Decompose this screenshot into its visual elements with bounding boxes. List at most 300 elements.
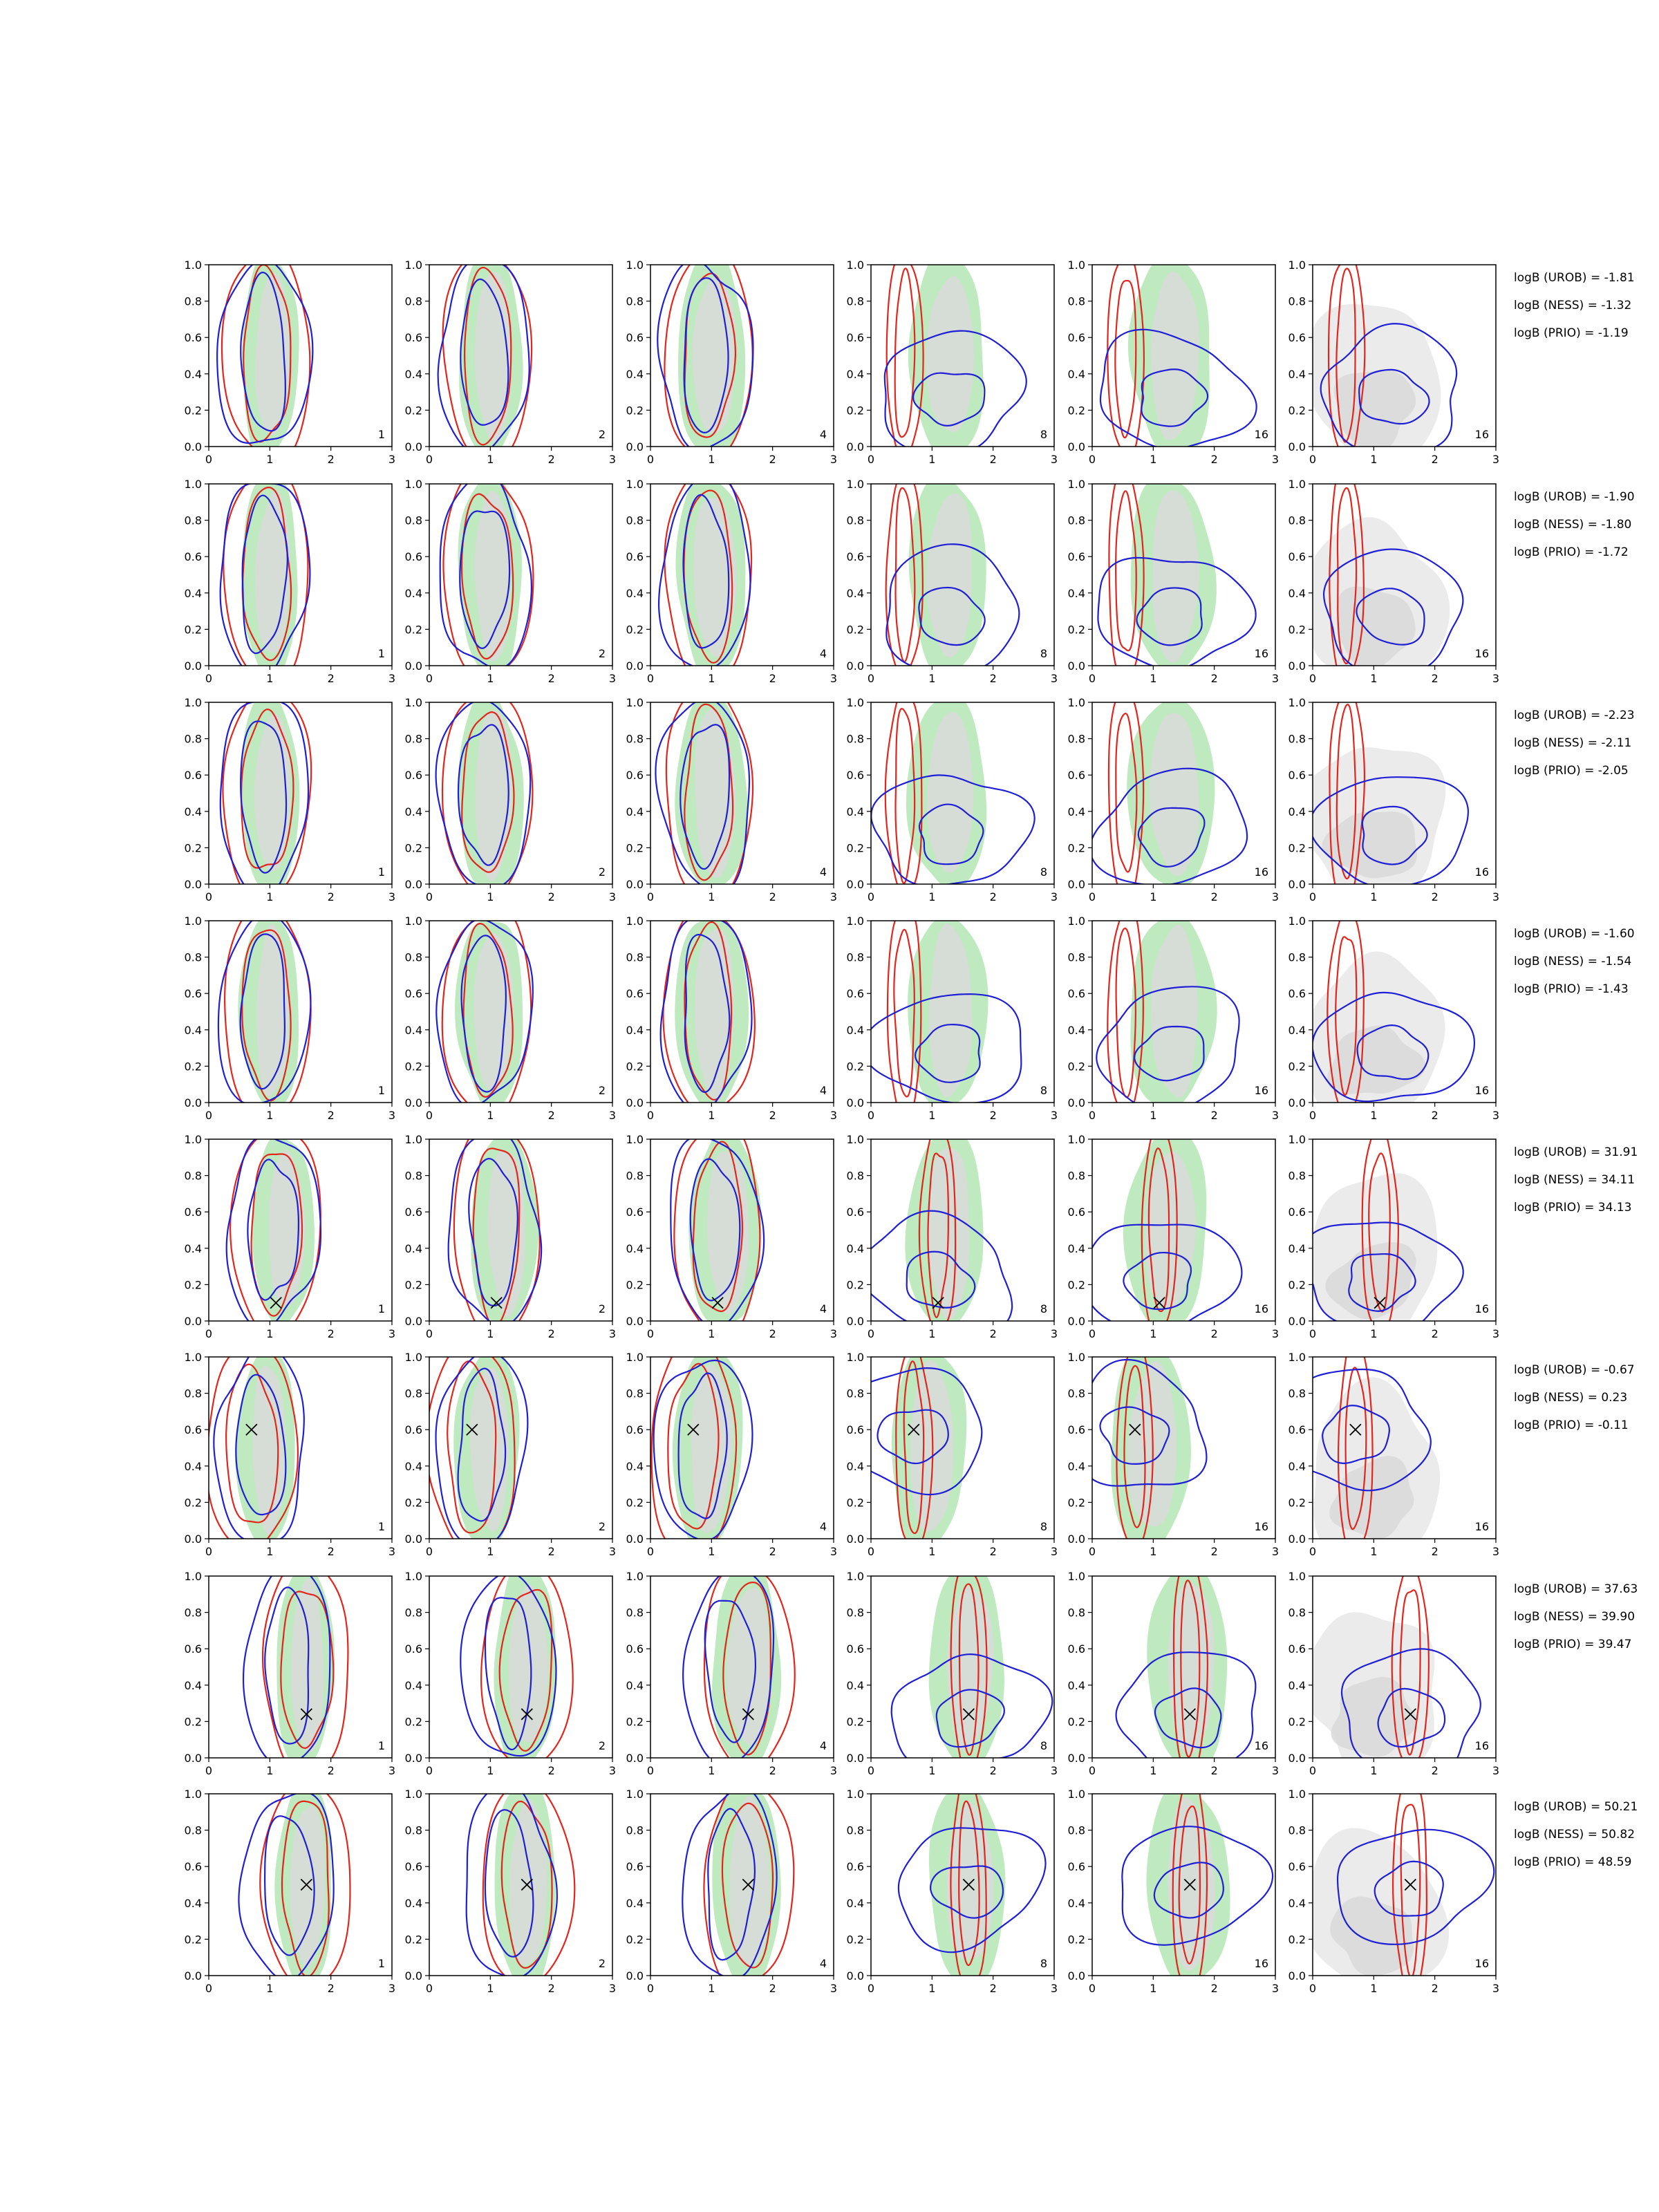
y-tick-label: 1.0: [404, 1133, 422, 1146]
contour-group: [871, 690, 1034, 894]
y-tick-label: 0.6: [1288, 769, 1306, 782]
y-tick-label: 0.6: [846, 1642, 864, 1656]
y-tick-label: 0.6: [1067, 550, 1085, 564]
y-tick-label: 0.2: [404, 623, 422, 637]
y-tick-label: 0.2: [846, 1278, 864, 1292]
x-tick-label: 2: [327, 1109, 335, 1122]
x-tick-label: 1: [266, 1109, 274, 1122]
x-tick-label: 0: [205, 453, 213, 466]
y-tick-label: 0.0: [1067, 878, 1085, 891]
x-tick-label: 1: [1370, 1545, 1378, 1558]
x-tick-label: 0: [205, 1327, 213, 1340]
x-tick-label: 1: [266, 1327, 274, 1340]
x-tick-label: 2: [547, 1982, 555, 1995]
subplot-r5-c5: [1068, 1123, 1280, 1340]
y-tick-label: 0.4: [404, 1023, 422, 1037]
subplot-r7-c3: [626, 1559, 838, 1777]
y-tick-label: 0.6: [1067, 987, 1085, 1001]
x-tick-label: 1: [708, 1327, 715, 1340]
contour-group: [436, 905, 533, 1118]
contour-group: [1122, 1771, 1273, 1990]
subplot-r8-c2: [405, 1781, 617, 1995]
panel-label: 8: [1040, 428, 1047, 441]
x-tick-label: 1: [928, 1545, 936, 1558]
subplot-r6-c2: [405, 1343, 617, 1558]
subplot-r6-c4: [842, 1343, 1058, 1558]
y-tick-label: 0.6: [1288, 1642, 1306, 1656]
y-tick-label: 0.0: [404, 1096, 422, 1109]
x-tick-label: 1: [928, 672, 936, 685]
y-tick-label: 1.0: [1067, 259, 1085, 272]
panel-label: 2: [598, 865, 606, 879]
y-tick-label: 1.0: [1288, 259, 1306, 272]
y-tick-label: 0.8: [1288, 294, 1306, 308]
x-tick-label: 1: [708, 1982, 715, 1995]
x-tick-label: 3: [1492, 1545, 1500, 1558]
x-tick-label: 0: [646, 672, 655, 685]
panel-label: 2: [598, 428, 606, 441]
y-tick-label: 1.0: [626, 1351, 644, 1364]
x-tick-label: 3: [1492, 453, 1500, 466]
x-tick-label: 3: [1271, 1327, 1280, 1340]
x-tick-label: 2: [989, 1764, 997, 1777]
subplot-r2-c1: [185, 464, 396, 686]
subplot-r8-c6: [1288, 1779, 1500, 1999]
y-tick-label: 0.2: [404, 1496, 422, 1510]
x-tick-label: 1: [1370, 1327, 1378, 1340]
x-tick-label: 3: [1271, 1764, 1280, 1777]
subplot-r6-c3: [626, 1333, 838, 1558]
panel-label: 8: [1040, 1520, 1047, 1533]
x-tick-label: 0: [1088, 672, 1096, 685]
contour-group: [1096, 904, 1239, 1116]
panel-label: 8: [1040, 1957, 1047, 1970]
y-tick-label: 0.2: [184, 1060, 202, 1074]
y-tick-label: 0.8: [846, 950, 864, 964]
y-tick-label: 0.2: [404, 1715, 422, 1729]
x-tick-label: 3: [1271, 1545, 1280, 1558]
y-tick-label: 0.4: [1067, 1023, 1085, 1037]
panel-label: 1: [377, 428, 385, 441]
y-tick-label: 1.0: [184, 1351, 202, 1364]
logb-annotation: logB (PRIO) = 39.47: [1514, 1638, 1632, 1651]
y-tick-label: 0.4: [184, 1459, 202, 1473]
x-tick-label: 1: [1150, 1109, 1157, 1122]
y-tick-label: 0.4: [404, 586, 422, 600]
x-tick-label: 2: [989, 1109, 997, 1122]
logb-annotation: logB (UROB) = -0.67: [1514, 1363, 1635, 1377]
y-tick-label: 0.4: [1288, 1023, 1306, 1037]
y-tick-label: 0.2: [404, 1060, 422, 1074]
y-tick-label: 0.8: [626, 732, 644, 746]
y-tick-label: 0.6: [404, 769, 422, 782]
x-tick-label: 1: [266, 453, 274, 466]
y-tick-label: 1.0: [846, 1570, 864, 1583]
y-tick-label: 0.2: [626, 841, 644, 855]
y-tick-label: 0.8: [626, 514, 644, 527]
x-tick-label: 1: [266, 890, 274, 903]
x-tick-label: 3: [388, 453, 396, 466]
x-tick-label: 0: [425, 1109, 433, 1122]
logb-annotation: logB (PRIO) = -1.19: [1514, 326, 1629, 340]
panel-label: 2: [598, 1520, 606, 1533]
y-tick-label: 0.0: [626, 878, 644, 891]
x-tick-label: 0: [867, 1109, 875, 1122]
y-tick-label: 0.2: [184, 841, 202, 855]
x-tick-label: 2: [1210, 1545, 1218, 1558]
x-tick-label: 0: [1309, 1109, 1317, 1122]
x-tick-label: 3: [1050, 1545, 1058, 1558]
y-tick-label: 0.6: [846, 550, 864, 564]
contour-group: [1100, 252, 1257, 460]
subplot-r7-c5: [1068, 1558, 1280, 1778]
panel-label: 16: [1474, 1739, 1489, 1752]
contour-group: [449, 1123, 541, 1342]
y-tick-label: 0.4: [184, 1896, 202, 1910]
y-tick-label: 0.2: [1288, 1060, 1306, 1074]
panel-label: 4: [819, 647, 827, 660]
y-tick-label: 0.0: [184, 1096, 202, 1109]
x-tick-label: 3: [1050, 1109, 1058, 1122]
y-tick-label: 1.0: [184, 915, 202, 928]
y-tick-label: 0.4: [1288, 1678, 1306, 1692]
x-tick-label: 3: [1492, 1764, 1500, 1777]
y-tick-label: 0.6: [1288, 331, 1306, 345]
y-tick-label: 0.8: [846, 1824, 864, 1837]
y-tick-label: 1.0: [184, 1788, 202, 1801]
x-tick-label: 1: [487, 1109, 494, 1122]
x-tick-label: 3: [1271, 672, 1280, 685]
y-tick-label: 1.0: [626, 696, 644, 709]
x-tick-label: 3: [608, 1982, 617, 1995]
y-tick-label: 0.8: [1288, 1606, 1306, 1620]
y-tick-label: 0.0: [404, 1969, 422, 1983]
x-tick-label: 2: [1210, 1327, 1218, 1340]
subplot-r7-c2: [405, 1560, 617, 1777]
y-tick-label: 0.6: [184, 550, 202, 564]
logb-annotation: logB (PRIO) = -1.43: [1514, 982, 1629, 996]
y-tick-label: 0.0: [846, 1752, 864, 1765]
x-tick-label: 3: [1492, 1109, 1500, 1122]
panel-label: 8: [1040, 1084, 1047, 1097]
subplot-r4-c6: [1288, 908, 1500, 1122]
subplot-r7-c4: [847, 1564, 1058, 1777]
x-tick-label: 0: [867, 1764, 875, 1777]
contour-group: [436, 686, 533, 899]
y-tick-label: 0.8: [1067, 732, 1085, 746]
y-tick-label: 0.0: [1067, 1969, 1085, 1983]
y-tick-label: 0.4: [184, 1023, 202, 1037]
y-tick-label: 0.0: [1288, 659, 1306, 673]
logb-annotation: logB (PRIO) = 34.13: [1514, 1201, 1632, 1215]
panel-label: 1: [377, 865, 385, 879]
x-tick-label: 1: [1370, 890, 1378, 903]
x-tick-label: 1: [1370, 453, 1378, 466]
panel-label: 16: [1254, 1957, 1268, 1970]
y-tick-label: 0.6: [1288, 1860, 1306, 1874]
x-tick-label: 2: [1431, 890, 1438, 903]
y-tick-label: 0.2: [184, 1715, 202, 1729]
contour-group: [655, 685, 753, 902]
x-tick-label: 1: [1150, 453, 1157, 466]
panel-label: 16: [1474, 647, 1489, 660]
y-tick-label: 0.4: [626, 805, 644, 818]
y-tick-label: 1.0: [626, 915, 644, 928]
y-tick-label: 0.2: [1067, 623, 1085, 637]
x-tick-label: 1: [1370, 1764, 1378, 1777]
y-tick-label: 0.0: [404, 440, 422, 453]
y-tick-label: 0.2: [1067, 1715, 1085, 1729]
subplot-r4-c1: [185, 902, 396, 1122]
y-tick-label: 0.4: [846, 1023, 864, 1037]
y-tick-label: 1.0: [1067, 696, 1085, 709]
y-tick-label: 0.8: [846, 514, 864, 527]
y-tick-label: 0.6: [626, 769, 644, 782]
x-tick-label: 2: [769, 890, 776, 903]
y-tick-label: 0.2: [1288, 1933, 1306, 1947]
x-tick-label: 1: [487, 890, 494, 903]
y-tick-label: 0.2: [846, 841, 864, 855]
x-tick-label: 0: [1309, 672, 1317, 685]
y-tick-label: 0.2: [1288, 1496, 1306, 1510]
y-tick-label: 0.0: [1067, 1315, 1085, 1328]
x-tick-label: 3: [830, 672, 838, 685]
y-tick-label: 0.6: [846, 769, 864, 782]
y-tick-label: 0.0: [1288, 878, 1306, 891]
panel-label: 4: [819, 428, 827, 441]
y-tick-label: 0.0: [1288, 1533, 1306, 1546]
x-tick-label: 0: [1309, 1545, 1317, 1558]
subplot-r2-c4: [847, 472, 1058, 685]
y-tick-label: 0.0: [846, 1315, 864, 1328]
x-tick-label: 3: [388, 1109, 396, 1122]
x-tick-label: 3: [1271, 1982, 1280, 1995]
x-tick-label: 2: [1210, 1109, 1218, 1122]
y-tick-label: 0.6: [1288, 1206, 1306, 1219]
y-tick-label: 0.6: [626, 1206, 644, 1219]
y-tick-label: 0.8: [626, 1169, 644, 1183]
panel-label: 16: [1474, 428, 1489, 441]
x-tick-label: 2: [989, 672, 997, 685]
y-tick-label: 0.0: [1288, 1969, 1306, 1983]
y-tick-label: 0.8: [1288, 1387, 1306, 1400]
y-tick-label: 0.8: [184, 1824, 202, 1837]
y-tick-label: 1.0: [404, 1351, 422, 1364]
y-tick-label: 0.6: [1067, 1642, 1085, 1656]
y-tick-label: 0.4: [626, 1459, 644, 1473]
contour-group: [227, 1132, 321, 1338]
x-tick-label: 3: [388, 1545, 396, 1558]
y-tick-label: 0.6: [626, 987, 644, 1001]
subplot-r4-c5: [1068, 904, 1280, 1123]
contour-group: [863, 906, 1021, 1127]
x-tick-label: 3: [388, 672, 396, 685]
y-tick-label: 0.0: [404, 1315, 422, 1328]
x-tick-label: 0: [425, 890, 433, 903]
subplot-r8-c5: [1068, 1771, 1280, 1995]
contour-group: [207, 1345, 304, 1552]
x-tick-label: 3: [608, 453, 617, 466]
x-tick-label: 0: [1088, 1982, 1096, 1995]
y-tick-label: 0.4: [1067, 1241, 1085, 1255]
y-tick-label: 0.0: [184, 1752, 202, 1765]
contour-group: [657, 244, 753, 459]
y-tick-label: 1.0: [404, 478, 422, 491]
y-tick-label: 0.4: [404, 1459, 422, 1473]
x-tick-label: 0: [646, 453, 655, 466]
y-tick-label: 1.0: [1067, 1788, 1085, 1801]
y-tick-label: 0.6: [184, 331, 202, 345]
y-tick-label: 0.4: [1067, 1896, 1085, 1910]
x-tick-label: 2: [989, 453, 997, 466]
x-tick-label: 1: [928, 1109, 936, 1122]
y-tick-label: 0.0: [626, 1096, 644, 1109]
x-tick-label: 3: [388, 1327, 396, 1340]
y-tick-label: 0.0: [1067, 1533, 1085, 1546]
y-tick-label: 0.0: [626, 1315, 644, 1328]
x-tick-label: 0: [1309, 453, 1317, 466]
x-tick-label: 0: [867, 890, 875, 903]
contour-group: [440, 468, 534, 679]
y-tick-label: 0.4: [626, 1896, 644, 1910]
y-tick-label: 0.2: [626, 1715, 644, 1729]
contour-group: [1303, 1124, 1463, 1349]
y-tick-label: 0.8: [184, 1169, 202, 1183]
y-tick-label: 0.4: [404, 805, 422, 818]
x-tick-label: 2: [1431, 1327, 1438, 1340]
y-tick-label: 0.8: [846, 1169, 864, 1183]
y-tick-label: 0.0: [404, 878, 422, 891]
panel-label: 16: [1474, 1084, 1489, 1097]
subplot-r3-c5: [1068, 689, 1280, 904]
x-tick-label: 2: [327, 890, 335, 903]
x-tick-label: 1: [1150, 890, 1157, 903]
subplot-r3-c3: [626, 685, 838, 903]
y-tick-label: 0.2: [1067, 1496, 1085, 1510]
x-tick-label: 1: [708, 890, 715, 903]
subplot-r1-c1: [185, 248, 396, 466]
y-tick-label: 0.0: [846, 659, 864, 673]
x-tick-label: 1: [708, 1545, 715, 1558]
y-tick-label: 0.4: [846, 1896, 864, 1910]
x-tick-label: 3: [830, 1764, 838, 1777]
subplot-r4-c2: [405, 905, 617, 1122]
x-tick-label: 2: [769, 453, 776, 466]
y-tick-label: 0.8: [1288, 950, 1306, 964]
contour-group: [217, 248, 312, 463]
y-tick-label: 0.4: [404, 1241, 422, 1255]
y-tick-label: 1.0: [184, 696, 202, 709]
y-tick-label: 0.4: [846, 1459, 864, 1473]
contour-group: [1307, 908, 1474, 1118]
contour-group: [467, 1781, 575, 1994]
x-tick-label: 3: [388, 1764, 396, 1777]
x-tick-label: 3: [1050, 1982, 1058, 1995]
x-tick-label: 0: [205, 1764, 213, 1777]
y-tick-label: 0.4: [846, 805, 864, 818]
contour-group: [892, 1564, 1053, 1775]
x-tick-label: 2: [1431, 1545, 1438, 1558]
x-tick-label: 2: [1210, 672, 1218, 685]
y-tick-label: 0.8: [1067, 514, 1085, 527]
panel-label: 16: [1254, 1302, 1268, 1315]
x-tick-label: 3: [1050, 672, 1058, 685]
contour-group: [1284, 1334, 1441, 1555]
x-tick-label: 0: [425, 1764, 433, 1777]
y-tick-label: 1.0: [1067, 1351, 1085, 1364]
y-tick-label: 0.8: [184, 950, 202, 964]
y-tick-label: 0.4: [846, 367, 864, 381]
y-tick-label: 0.2: [846, 623, 864, 637]
y-tick-label: 0.8: [184, 1606, 202, 1620]
logb-annotation: logB (UROB) = -1.90: [1514, 490, 1635, 504]
panel-label: 4: [819, 1739, 827, 1752]
x-tick-label: 2: [1210, 1982, 1218, 1995]
y-tick-label: 1.0: [1067, 1133, 1085, 1146]
y-tick-label: 0.2: [404, 404, 422, 418]
logb-annotation: logB (UROB) = -1.60: [1514, 927, 1635, 941]
y-tick-label: 0.8: [1067, 1606, 1085, 1620]
x-tick-label: 3: [1492, 672, 1500, 685]
y-tick-label: 1.0: [626, 478, 644, 491]
y-tick-label: 0.2: [1288, 623, 1306, 637]
x-tick-label: 3: [608, 1327, 617, 1340]
y-tick-label: 0.8: [626, 1387, 644, 1400]
y-tick-label: 0.6: [184, 769, 202, 782]
x-tick-label: 1: [1150, 1982, 1157, 1995]
x-tick-label: 0: [205, 1109, 213, 1122]
y-tick-label: 0.2: [626, 404, 644, 418]
contour-group: [1062, 1342, 1206, 1553]
logb-annotation: logB (NESS) = 39.90: [1514, 1610, 1635, 1624]
y-tick-label: 0.2: [1288, 1278, 1306, 1292]
y-tick-label: 1.0: [846, 478, 864, 491]
y-tick-label: 0.4: [184, 586, 202, 600]
x-tick-label: 0: [425, 453, 433, 466]
y-tick-label: 0.8: [184, 294, 202, 308]
x-tick-label: 1: [928, 453, 936, 466]
y-tick-label: 1.0: [1067, 915, 1085, 928]
contour-group: [221, 464, 310, 686]
contour-group: [671, 1122, 764, 1342]
y-tick-label: 0.6: [626, 1860, 644, 1874]
y-tick-label: 0.2: [1067, 1060, 1085, 1074]
y-tick-label: 0.0: [184, 1969, 202, 1983]
contour-group: [683, 1559, 795, 1772]
x-tick-label: 2: [547, 453, 555, 466]
y-tick-label: 0.8: [184, 732, 202, 746]
x-tick-label: 0: [646, 1545, 655, 1558]
x-tick-label: 0: [867, 672, 875, 685]
x-tick-label: 1: [928, 1982, 936, 1995]
y-tick-label: 1.0: [1288, 696, 1306, 709]
x-tick-label: 3: [830, 1982, 838, 1995]
panel-label: 2: [598, 1957, 606, 1970]
panel-label: 1: [377, 1957, 385, 1970]
y-tick-label: 1.0: [1067, 478, 1085, 491]
panel-label: 1: [377, 647, 385, 660]
y-tick-label: 0.0: [1288, 440, 1306, 453]
panel-label: 16: [1474, 865, 1489, 879]
x-tick-label: 2: [1431, 1109, 1438, 1122]
x-tick-label: 0: [1309, 1764, 1317, 1777]
x-tick-label: 2: [1431, 1982, 1438, 1995]
logb-annotation: logB (NESS) = -1.80: [1514, 518, 1632, 532]
y-tick-label: 0.8: [1067, 1169, 1085, 1183]
y-tick-label: 0.0: [184, 878, 202, 891]
logb-annotation: logB (NESS) = 34.11: [1514, 1173, 1635, 1187]
y-tick-label: 0.6: [404, 1423, 422, 1437]
